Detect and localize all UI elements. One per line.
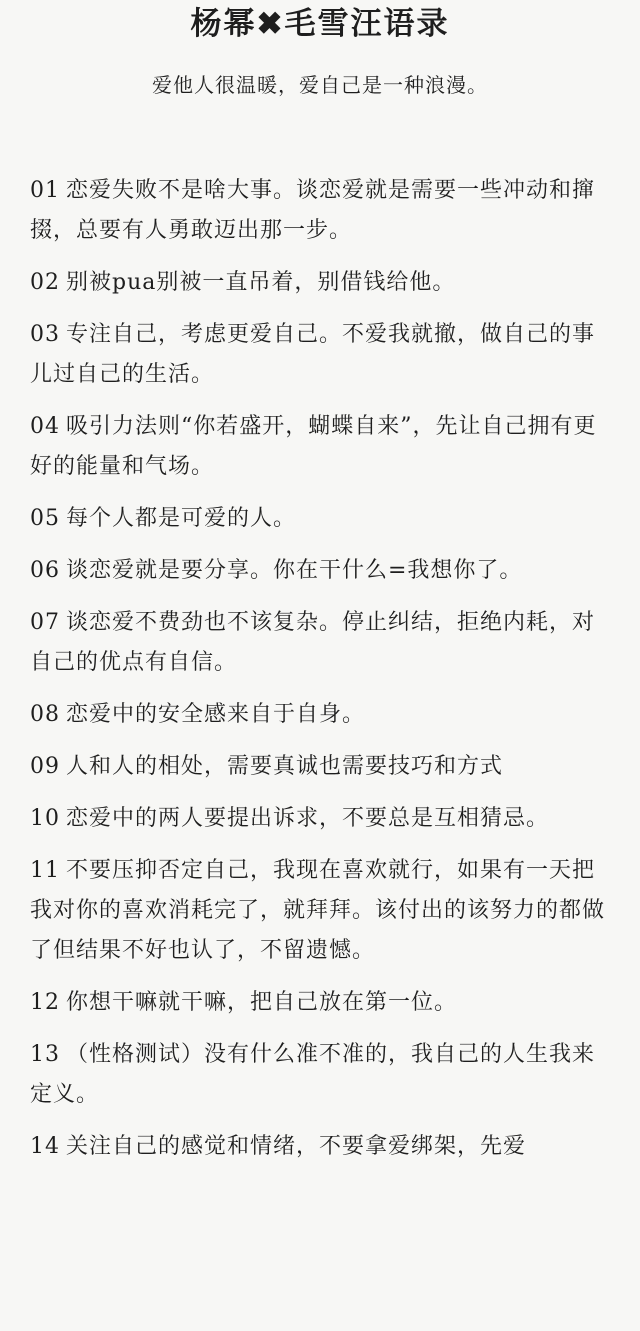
page-title: 杨幂✖毛雪汪语录 — [190, 6, 450, 42]
quote-list — [30, 171, 616, 1179]
quote-item — [30, 983, 616, 1023]
quote-number: 06 — [30, 558, 60, 583]
quote-item — [30, 851, 616, 971]
quote-text: 恋爱失败不是啥大事。谈恋爱就是需要一些冲动和撺掇，总要有人勇敢迈出那一步。 — [30, 178, 596, 243]
quote-number: 04 — [30, 414, 60, 439]
quote-item — [30, 315, 616, 395]
quote-item — [30, 747, 616, 787]
quote-text: 专注自己，考虑更爱自己。不爱我就撤，做自己的事儿过自己的生活。 — [30, 322, 596, 387]
quote-text: 谈恋爱就是要分享。你在干什么=我想你了。 — [66, 558, 523, 583]
quote-number: 10 — [30, 806, 60, 831]
quote-item — [30, 799, 616, 839]
quote-number: 01 — [30, 178, 60, 203]
quote-text: 不要压抑否定自己，我现在喜欢就行，如果有一天把我对你的喜欢消耗完了，就拜拜。该付出的该努力的都做了但结果不好也认了，不留遗憾。 — [30, 858, 606, 963]
quote-text: 谈恋爱不费劲也不该复杂。停止纠结，拒绝内耗，对自己的优点有自信。 — [30, 610, 596, 675]
quote-number: 14 — [30, 1134, 60, 1159]
quote-item — [30, 1035, 616, 1115]
quote-item — [30, 603, 616, 683]
quote-item — [30, 695, 616, 735]
quote-text: 吸引力法则“你若盛开，蝴蝶自来”，先让自己拥有更好的能量和气场。 — [30, 414, 597, 479]
quote-item — [30, 551, 616, 591]
quote-number: 12 — [30, 990, 60, 1015]
quote-number: 05 — [30, 506, 60, 531]
quote-text: 恋爱中的安全感来自于自身。 — [66, 702, 366, 727]
quote-number: 09 — [30, 754, 60, 779]
quote-text: 恋爱中的两人要提出诉求，不要总是互相猜忌。 — [66, 806, 550, 831]
quote-item — [30, 171, 616, 251]
quote-text: 别被pua别被一直吊着，别借钱给他。 — [66, 270, 456, 295]
page-subtitle: 爱他人很温暖，爱自己是一种浪漫。 — [152, 73, 488, 97]
quote-text: 你想干嘛就干嘛，把自己放在第一位。 — [66, 990, 458, 1015]
quote-number: 13 — [30, 1042, 60, 1067]
quote-text: 每个人都是可爱的人。 — [66, 506, 297, 531]
quote-number: 03 — [30, 322, 60, 347]
quote-number: 02 — [30, 270, 60, 295]
quote-text: 人和人的相处，需要真诚也需要技巧和方式 — [66, 754, 504, 779]
quote-item — [30, 407, 616, 487]
quote-item — [30, 1127, 616, 1167]
quote-item — [30, 263, 616, 303]
quote-text: 关注自己的感觉和情绪，不要拿爱绑架，先爱 — [66, 1134, 527, 1159]
quote-number: 08 — [30, 702, 60, 727]
quote-text: （性格测试）没有什么准不准的，我自己的人生我来定义。 — [30, 1042, 596, 1107]
quote-number: 07 — [30, 610, 60, 635]
quote-item — [30, 499, 616, 539]
quote-number: 11 — [30, 858, 60, 883]
